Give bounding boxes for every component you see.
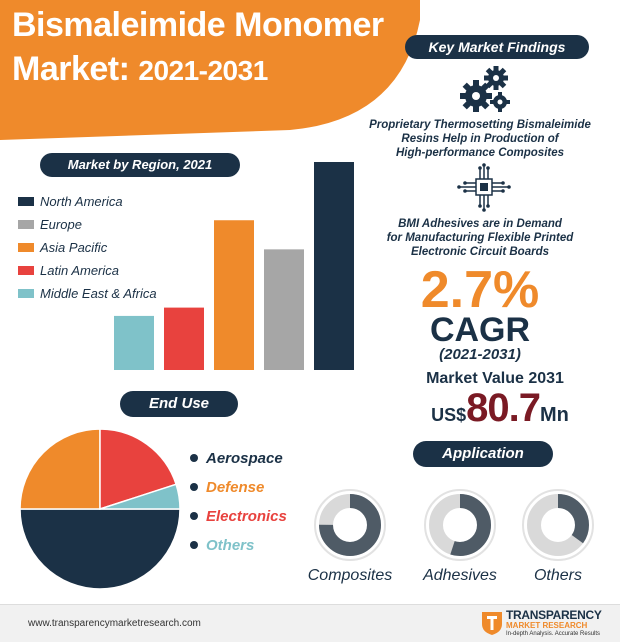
legend-dot bbox=[190, 454, 198, 462]
application-label-composites: Composites bbox=[307, 567, 393, 584]
finding-1-line: Resins Help in Production of bbox=[401, 133, 559, 145]
market-value bbox=[395, 386, 605, 431]
end-use-legend-item bbox=[190, 506, 287, 526]
cagr-label: CAGR bbox=[429, 311, 531, 349]
page-title-line1: Bismaleimide Monomer bbox=[12, 6, 384, 44]
gears-icon bbox=[456, 66, 516, 114]
legend-swatch bbox=[18, 220, 34, 229]
brand-logo-icon bbox=[480, 608, 504, 636]
legend-label: Europe bbox=[40, 216, 82, 232]
finding-2-line: BMI Adhesives are in Demand bbox=[398, 218, 562, 230]
end-use-label: Others bbox=[206, 536, 255, 554]
finding-1-line: High-performance Composites bbox=[395, 147, 565, 159]
legend-swatch bbox=[18, 197, 34, 206]
bar-middle-east-africa bbox=[114, 316, 154, 370]
pie-slice-aerospace bbox=[20, 509, 180, 589]
page-title-line2 bbox=[12, 50, 268, 89]
end-use-legend-item bbox=[190, 535, 254, 555]
region-pill: Market by Region, 2021 bbox=[40, 153, 240, 177]
cagr-value: 2.7% bbox=[420, 261, 540, 319]
bar-north-america bbox=[314, 162, 354, 370]
finding-2-line: Electronic Circuit Boards bbox=[410, 246, 550, 258]
finding-2 bbox=[350, 217, 610, 259]
end-use-legend-item bbox=[190, 477, 264, 497]
donut-composites bbox=[312, 487, 388, 563]
bar-asia-pacific bbox=[214, 220, 254, 370]
legend-swatch bbox=[18, 289, 34, 298]
bar-latin-america bbox=[164, 308, 204, 370]
cagr-period: (2021-2031) bbox=[439, 346, 521, 363]
pie-slice-defense bbox=[20, 429, 100, 509]
title-years: 2021-2031 bbox=[138, 55, 268, 86]
finding-1 bbox=[350, 118, 610, 160]
title-prefix: Market: bbox=[12, 50, 139, 88]
finding-2-line: for Manufacturing Flexible Printed bbox=[386, 232, 574, 244]
application-label-adhesives: Adhesives bbox=[423, 567, 497, 584]
market-value-amount: 80.7 bbox=[466, 386, 540, 430]
end-use-pie-chart bbox=[18, 427, 182, 591]
chip-icon bbox=[456, 163, 512, 213]
legend-dot bbox=[190, 541, 198, 549]
legend-item bbox=[18, 238, 107, 256]
market-value-currency: US$ bbox=[431, 405, 467, 425]
legend-label: Asia Pacific bbox=[40, 239, 108, 255]
end-use-label: Defense bbox=[206, 478, 265, 496]
legend-swatch bbox=[18, 266, 34, 275]
legend-label: North America bbox=[40, 193, 123, 209]
bar-europe bbox=[264, 249, 304, 370]
finding-1-line: Proprietary Thermosetting Bismaleimide bbox=[369, 119, 591, 131]
footer-url[interactable]: www.transparencymarketresearch.com bbox=[28, 618, 201, 629]
findings-pill: Key Market Findings bbox=[405, 35, 589, 59]
donut-adhesives bbox=[422, 487, 498, 563]
brand-line2: MARKET RESEARCH bbox=[506, 621, 588, 630]
region-bar-chart bbox=[100, 150, 360, 372]
legend-label: Middle East & Africa bbox=[40, 285, 157, 301]
brand-tagline: In-depth Analysis. Accurate Results bbox=[506, 631, 601, 637]
market-value-label: Market Value 2031 bbox=[426, 370, 564, 387]
application-label-others: Others bbox=[533, 567, 582, 584]
legend-item bbox=[18, 215, 82, 233]
legend-swatch bbox=[18, 243, 34, 252]
application-pill: Application bbox=[413, 441, 553, 467]
end-use-label: Aerospace bbox=[206, 449, 283, 467]
end-use-pill: End Use bbox=[120, 391, 238, 417]
brand-line1: TRANSPARENCY bbox=[506, 608, 602, 622]
legend-dot bbox=[190, 483, 198, 491]
market-value-unit: Mn bbox=[539, 404, 569, 426]
legend-dot bbox=[190, 512, 198, 520]
legend-label: Latin America bbox=[40, 262, 119, 278]
end-use-legend-item bbox=[190, 448, 283, 468]
donut-others bbox=[520, 487, 596, 563]
end-use-label: Electronics bbox=[206, 507, 287, 525]
